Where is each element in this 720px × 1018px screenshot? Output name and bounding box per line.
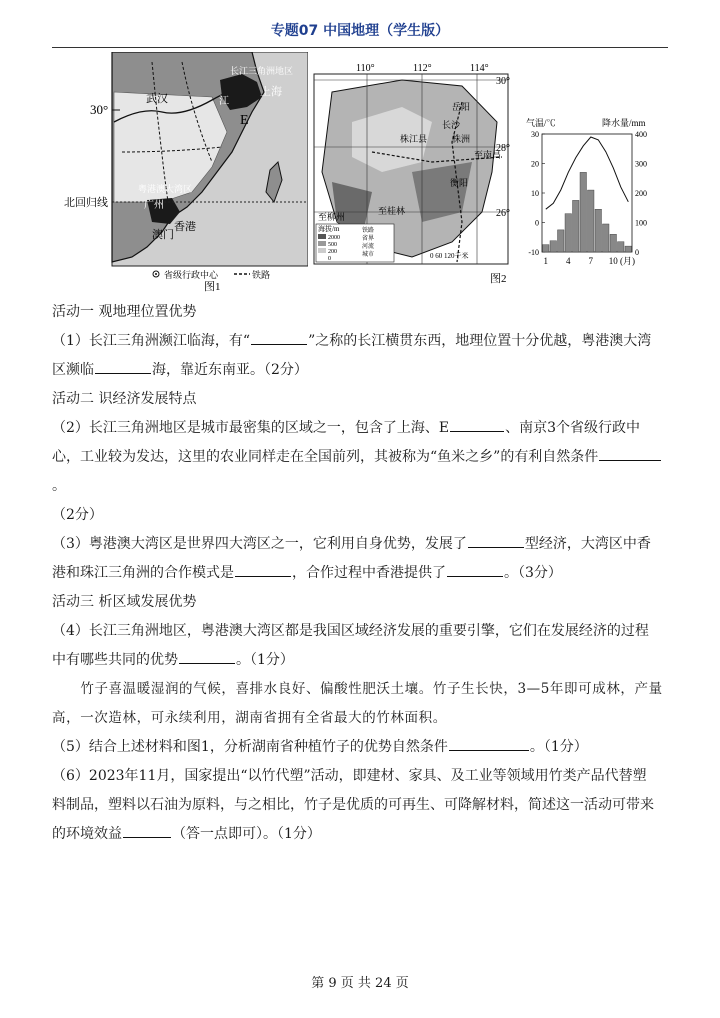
q3-text-d: ，合作过程中香港提供了 — [292, 565, 446, 581]
legend-railway: 铁路 — [252, 270, 271, 280]
jiang-label: 江 — [219, 96, 229, 107]
q3-text-c: 港和珠江三角洲的合作模式是 — [52, 565, 234, 581]
q2-blank-2[interactable] — [599, 459, 661, 461]
figure1-map — [52, 52, 308, 292]
guangzhou-label: 广州 — [144, 200, 164, 211]
x-tick-label: 4 — [566, 256, 571, 266]
q2-text-c: 心，工业较为发达，这里的农业同样走在全国前列，其被称为“鱼米之乡”的有利自然条件 — [52, 449, 599, 465]
zhuzhou-label: 株洲 — [452, 134, 471, 144]
legend2-railway: 铁路 — [362, 228, 375, 234]
elev-0: 0 — [328, 256, 331, 262]
q1-text-d: 海，靠近东南亚。（2分） — [152, 362, 308, 378]
precip-bar — [573, 200, 580, 252]
precip-bar — [588, 190, 595, 252]
right-tick-label: 0 — [635, 248, 639, 257]
figure1-caption: 图1 — [204, 281, 221, 292]
q1-line1 — [52, 327, 668, 356]
left-tick-label: 10 — [531, 189, 539, 198]
q2-text-d: 。 — [52, 478, 66, 494]
right-axis-title: 降水量/mm — [602, 118, 646, 128]
precip-bar — [550, 241, 557, 252]
q4-line2 — [52, 646, 668, 675]
yueyang-label: 岳阳 — [452, 102, 471, 112]
right-tick-label: 200 — [635, 189, 647, 198]
q5-line — [52, 733, 668, 762]
bamboo-material: 竹子喜温暖湿润的气候，喜排水良好、偏酸性肥沃土壤。竹子生长快，3—5年即可成林，产量高，一次造林，可永续利用，湖南省拥有全省最大的竹林面积。 — [52, 681, 663, 726]
q3-blank-1[interactable] — [468, 546, 524, 548]
q3-text-e: 。（3分） — [504, 565, 562, 581]
lon-112: 112° — [413, 63, 432, 74]
q6-line2: 料制品，塑料以石油为原料，与之相比，竹子是优质的可再生、可降解材料，简述这一活动可带来 — [52, 797, 654, 813]
activity2-title: 活动二 识经济发展特点 — [52, 391, 197, 407]
precip-bar — [603, 224, 610, 252]
left-tick-label: 0 — [535, 218, 539, 228]
nanchang-label: 至南昌 — [474, 150, 502, 160]
right-tick-label: 100 — [635, 218, 647, 228]
q4-text-c: 。（1分） — [236, 652, 294, 668]
precip-bar — [625, 246, 632, 252]
q3-blank-3[interactable] — [447, 575, 503, 577]
x-tick-label: 1 — [543, 256, 548, 266]
legend2-city: 城市 — [362, 252, 375, 258]
x-tick-label: 10 — [608, 256, 618, 266]
header-rule — [52, 47, 668, 48]
q3-line1 — [52, 530, 668, 559]
question-body — [52, 298, 668, 849]
page-header-title: 专题07 中国地理（学生版） — [270, 23, 450, 39]
precip-bar — [543, 245, 550, 252]
lon-114: 114° — [470, 63, 489, 74]
q3-blank-2[interactable] — [235, 575, 291, 577]
q3-line2 — [52, 559, 668, 588]
q2-points: （2分） — [52, 507, 103, 523]
changsha-label: 长沙 — [442, 120, 461, 130]
tropic-label: 北回归线 — [64, 197, 108, 209]
q2-line2 — [52, 443, 668, 501]
liuzhou-label: 至柳州 — [318, 212, 346, 222]
lat-26: 26° — [496, 208, 510, 219]
q6-blank[interactable] — [123, 836, 171, 838]
q1-text-c: 区濒临 — [52, 362, 94, 378]
legend2-river: 河流 — [362, 244, 375, 250]
q5-text-b: 。（1分） — [529, 739, 588, 755]
q6-text-d: （答一点即可）。（1分） — [172, 826, 321, 842]
q2-line1 — [52, 414, 668, 443]
q6-line1: （6）2023年11月，国家提出“以竹代塑”活动，即建材、家具、及工业等领域用竹类产品代替塑 — [52, 768, 647, 784]
elev-500: 500 — [328, 242, 337, 248]
left-tick-label: 20 — [531, 159, 539, 169]
shanghai-label: 上海 — [260, 86, 282, 98]
lon-110: 110° — [356, 63, 375, 74]
precip-bar — [618, 242, 625, 252]
q1-text-a: （1）长江三角洲濒江临海，有“ — [52, 333, 251, 349]
left-tick-label: -10 — [528, 248, 539, 257]
figure2-caption: 图2 — [490, 273, 507, 285]
q5-text-a: （5）结合上述材料和图1，分析湖南省种植竹子的优势自然条件 — [52, 739, 448, 755]
legend-capital: 省级行政中心 — [164, 270, 219, 280]
q6-text-c: 的环境效益 — [52, 826, 122, 842]
precip-bar — [595, 209, 602, 252]
precip-bar — [565, 214, 572, 252]
q2-text-a: （2）长江三角洲地区是城市最密集的区域之一，包含了上海、E — [52, 420, 450, 436]
q4-text-b: 中有哪些共同的优势 — [52, 652, 178, 668]
yrd-label: 长江三角洲地区 — [230, 66, 294, 76]
wuhan-label: 武汉 — [146, 93, 168, 105]
activity3-title: 活动三 析区域发展优势 — [52, 594, 197, 610]
right-tick-label: 300 — [635, 159, 647, 169]
elev-title: 海拔/m — [318, 225, 340, 233]
q1-line2 — [52, 356, 668, 385]
elev-200: 200 — [328, 249, 337, 255]
q6-line3 — [52, 820, 668, 849]
x-unit: (月) — [620, 256, 635, 266]
lat-28: 28° — [496, 143, 510, 154]
guilin-label: 至桂林 — [378, 206, 406, 216]
activity1-title: 活动一 观地理位置优势 — [52, 304, 197, 320]
left-tick-label: 30 — [531, 130, 539, 139]
q3-text-a: （3）粤港澳大湾区是世界四大湾区之一，它利用自身优势，发展了 — [52, 536, 467, 552]
e-label: E — [240, 113, 249, 128]
hengyang-label: 衡阳 — [450, 178, 469, 188]
q4-blank[interactable] — [179, 662, 235, 664]
temperature-line — [546, 137, 629, 209]
precip-bar — [558, 230, 565, 252]
q1-blank-1[interactable] — [251, 343, 307, 345]
elev-2000: 2000 — [328, 235, 340, 241]
climate-chart — [514, 112, 664, 272]
x-tick-label: 7 — [588, 256, 593, 266]
q2-blank-1[interactable] — [450, 430, 504, 432]
lat-30-label: 30° — [90, 102, 109, 117]
page-footer: 第 9 页 共 24 页 — [311, 976, 409, 991]
hongkong-label: 香港 — [174, 221, 196, 233]
macau-label: 澳门 — [152, 229, 174, 241]
gba-label: 粤港澳大湾区 — [138, 184, 193, 194]
q3-text-b: 型经济，大湾区中香 — [524, 536, 651, 552]
precip-bar — [580, 172, 587, 252]
legend2-boundary: 省界 — [362, 236, 375, 242]
figure2-scale: 0 60 120千米 — [430, 252, 469, 260]
q1-blank-2[interactable] — [95, 372, 151, 374]
q4-line1: （4）长江三角洲地区，粤港澳大湾区都是我国区域经济发展的重要引擎，它们在发展经济的过程 — [52, 623, 649, 639]
zhuzhou-county-label: 株江县 — [400, 134, 428, 144]
figure2-map — [312, 62, 512, 288]
precip-bar — [610, 234, 617, 252]
q5-blank[interactable] — [449, 749, 529, 751]
q1-text-b: ”之称的长江横贯东西，地理位置十分优越，粤港澳大湾 — [308, 333, 652, 349]
lat-30: 30° — [496, 76, 510, 87]
left-axis-title: 气温/℃ — [526, 118, 556, 128]
right-tick-label: 400 — [635, 130, 647, 139]
q2-text-b: 、南京3个省级行政中 — [505, 420, 641, 436]
